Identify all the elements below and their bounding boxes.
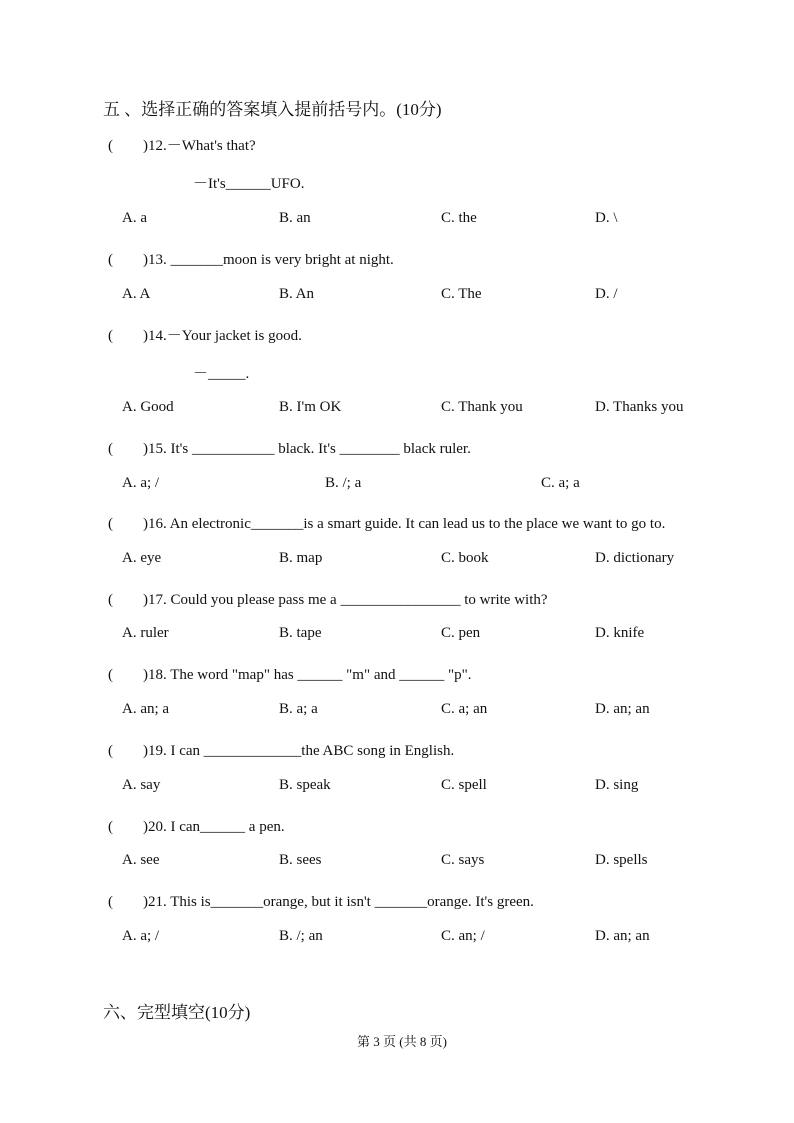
- question-14-stem: ( )14.－Your jacket is good.: [108, 328, 302, 344]
- question-18-stem: ( )18. The word "map" has ______ "m" and ______ "p".: [108, 667, 472, 683]
- question-18-option-a[interactable]: A. an; a: [122, 701, 170, 717]
- question-13-option-d[interactable]: D. /: [595, 286, 618, 302]
- section-5-title: 五 、选择正确的答案填入提前括号内。(10分): [103, 100, 442, 119]
- question-17-stem: ( )17. Could you please pass me a ________________ to write with?: [108, 592, 548, 608]
- question-12-option-b[interactable]: B. an: [279, 210, 311, 226]
- question-12-line2: －It's______UFO.: [193, 176, 305, 192]
- question-16-option-c[interactable]: C. book: [441, 550, 489, 566]
- question-21-option-b[interactable]: B. /; an: [279, 928, 323, 944]
- question-21-option-c[interactable]: C. an; /: [441, 928, 485, 944]
- question-17-option-d[interactable]: D. knife: [595, 625, 645, 641]
- question-12-option-a[interactable]: A. a: [122, 210, 147, 226]
- question-15-option-a[interactable]: A. a; /: [122, 475, 160, 491]
- question-13-option-b[interactable]: B. An: [279, 286, 315, 302]
- question-18-option-b[interactable]: B. a; a: [279, 701, 318, 717]
- question-14-option-d[interactable]: D. Thanks you: [595, 399, 684, 415]
- question-20-stem: ( )20. I can______ a pen.: [108, 819, 285, 835]
- section-6-title: 六、完型填空(10分): [103, 1003, 251, 1022]
- question-14-option-b[interactable]: B. I'm OK: [279, 399, 342, 415]
- question-13-option-c[interactable]: C. The: [441, 286, 482, 302]
- question-18-option-c[interactable]: C. a; an: [441, 701, 488, 717]
- question-12-option-d[interactable]: D. \: [595, 210, 618, 226]
- question-19-option-a[interactable]: A. say: [122, 777, 161, 793]
- question-19-option-d[interactable]: D. sing: [595, 777, 639, 793]
- question-16-option-a[interactable]: A. eye: [122, 550, 162, 566]
- question-19-option-b[interactable]: B. speak: [279, 777, 331, 793]
- page-footer: 第 3 页 (共 8 页): [357, 1034, 447, 1049]
- question-15-option-c[interactable]: C. a; a: [541, 475, 580, 491]
- question-14-option-c[interactable]: C. Thank you: [441, 399, 523, 415]
- question-13-option-a[interactable]: A. A: [122, 286, 151, 302]
- question-14-option-a[interactable]: A. Good: [122, 399, 174, 415]
- question-20-option-a[interactable]: A. see: [122, 852, 160, 868]
- question-14-line2: －_____.: [193, 366, 250, 382]
- question-21-option-d[interactable]: D. an; an: [595, 928, 650, 944]
- question-16-option-d[interactable]: D. dictionary: [595, 550, 675, 566]
- question-20-option-d[interactable]: D. spells: [595, 852, 648, 868]
- question-20-option-c[interactable]: C. says: [441, 852, 485, 868]
- question-16-stem: ( )16. An electronic_______is a smart guide. It can lead us to the place we want to go to.: [108, 516, 666, 532]
- question-15-stem: ( )15. It's ___________ black. It's ________ black ruler.: [108, 441, 471, 457]
- question-15-option-b[interactable]: B. /; a: [325, 475, 362, 491]
- question-20-option-b[interactable]: B. sees: [279, 852, 322, 868]
- question-21-stem: ( )21. This is_______orange, but it isn't _______orange. It's green.: [108, 894, 534, 910]
- question-17-option-a[interactable]: A. ruler: [122, 625, 169, 641]
- question-13-stem: ( )13. _______moon is very bright at night.: [108, 252, 394, 268]
- question-16-option-b[interactable]: B. map: [279, 550, 323, 566]
- question-12-stem: ( )12.－What's that?: [108, 138, 256, 154]
- question-12-option-c[interactable]: C. the: [441, 210, 477, 226]
- question-17-option-b[interactable]: B. tape: [279, 625, 322, 641]
- question-21-option-a[interactable]: A. a; /: [122, 928, 160, 944]
- question-18-option-d[interactable]: D. an; an: [595, 701, 650, 717]
- question-19-option-c[interactable]: C. spell: [441, 777, 487, 793]
- question-17-option-c[interactable]: C. pen: [441, 625, 481, 641]
- question-19-stem: ( )19. I can _____________the ABC song in English.: [108, 743, 455, 759]
